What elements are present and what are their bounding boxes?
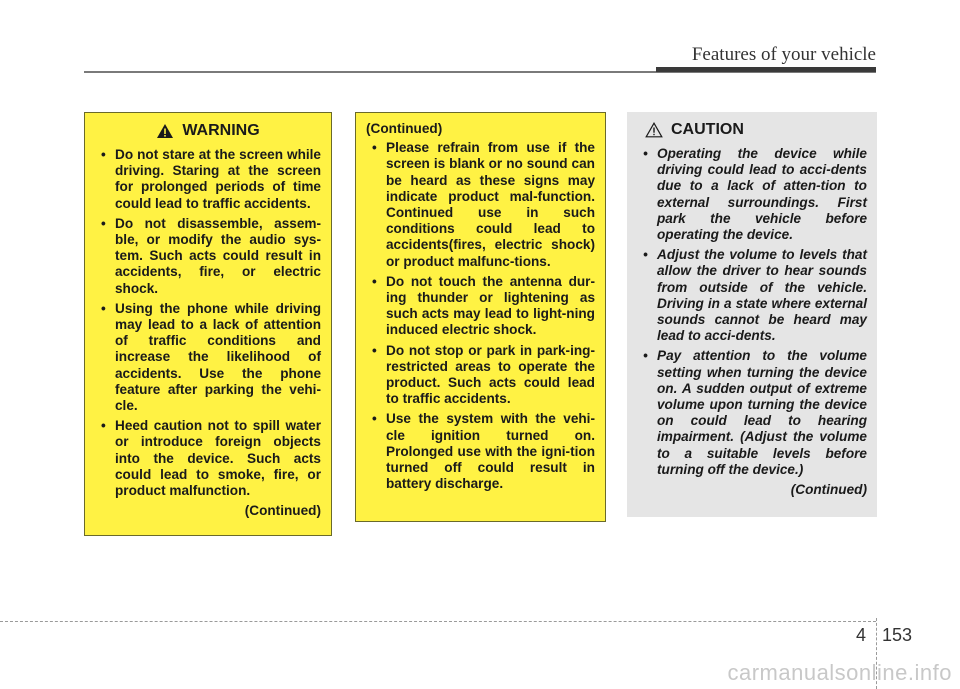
watermark: carmanualsonline.info (727, 660, 952, 685)
caution-box (627, 112, 877, 517)
list-item: • Operating the device while driving could lead to acci-dents due to a lack of atten-tion to external surroundings. First park the vehicle before operating the device. (637, 146, 867, 243)
list-item: • Do not stare at the screen while driving. Staring at the screen for prolonged periods of time could lead to traffic accidents. (95, 147, 321, 212)
warning-title (95, 121, 321, 141)
list-item: • Please refrain from use if the screen is blank or no sound can be heard as these signs may indicate product mal-function. Continued use in such conditions could lead to accidents(fires, electric shock) or product malfunc-tions. (366, 140, 595, 270)
warning-continued-box (355, 112, 606, 522)
list-item: • Heed caution not to spill water or introduce foreign objects into the device. Such acts could lead to smoke, fire, or product malfunction. (95, 418, 321, 499)
header-rule-accent (656, 67, 876, 72)
list-item: • Adjust the volume to levels that allow the driver to hear sounds from outside of the vehicle. Driving in a state where external sounds cannot be heard may lead to acci-dents. (637, 247, 867, 344)
chapter-number: 4 (856, 625, 867, 645)
page-number: 153 (882, 625, 913, 645)
footer-rule (0, 621, 876, 622)
list-item: • Use the system with the vehi-cle ignition turned on. Prolonged use with the igni-tion turned off could result in battery discharge. (366, 411, 595, 492)
list-item: • Pay attention to the volume setting when turning the device on. A sudden output of extreme volume upon turning the device on could lead to hearing impairment. (Adjust the volume to a suitable levels before turning off the device.) (637, 348, 867, 478)
warning-triangle-icon (156, 123, 174, 139)
list-item: • Do not disassemble, assem-ble, or modify the audio sys-tem. Such acts could result in accidents, fire, or electric shock. (95, 216, 321, 297)
warning-title-text: WARNING (182, 121, 260, 139)
warning-cont-list (366, 140, 595, 492)
caution-continued: (Continued) (790, 482, 867, 498)
warning-box (84, 112, 332, 536)
caution-list (637, 146, 867, 478)
list-item: • Do not stop or park in park-ing-restricted areas to operate the product. Such acts could lead to traffic accidents. (366, 343, 595, 408)
caution-title (637, 120, 867, 140)
caution-triangle-icon (645, 122, 663, 138)
caution-title-text: CAUTION (671, 120, 744, 138)
continued-heading: (Continued) (366, 121, 443, 136)
list-item: • Using the phone while driving may lead to a lack of attention of traffic conditions and increase the likelihood of accidents. Use the phone feature after parking the vehi-cle. (95, 301, 321, 414)
warning-continued: (Continued) (244, 503, 321, 519)
page-header-title: Features of your vehicle (691, 44, 876, 65)
warning-list (95, 147, 321, 499)
list-item: • Do not touch the antenna dur-ing thunder or lightening as such acts may lead to light-ning induced electric shock. (366, 274, 595, 339)
